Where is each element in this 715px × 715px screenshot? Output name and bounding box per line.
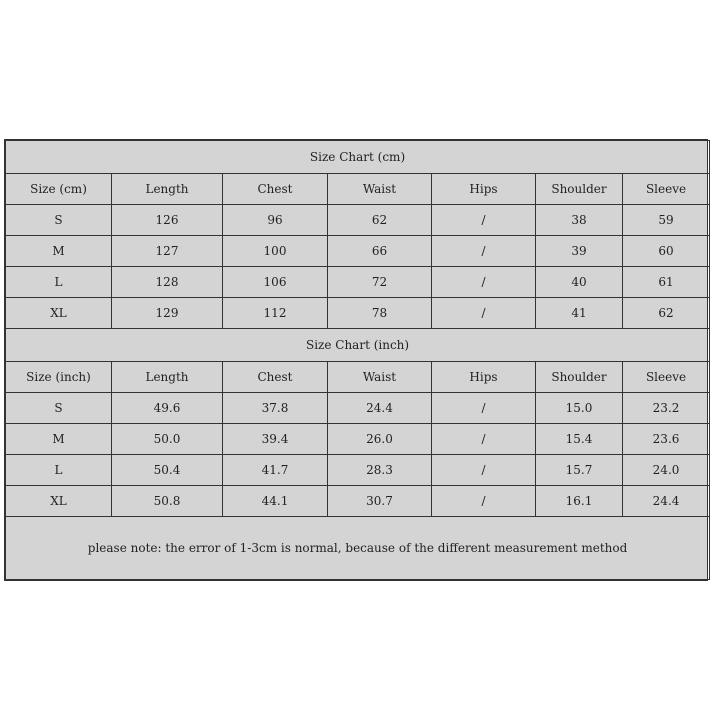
- column-header: Waist: [328, 174, 432, 205]
- cm-chart-title: Size Chart (cm): [6, 141, 710, 174]
- table-row: [6, 455, 710, 486]
- table-row: [6, 298, 710, 329]
- table-cell: 40: [536, 267, 623, 298]
- column-header: Hips: [432, 174, 536, 205]
- column-header: Hips: [432, 362, 536, 393]
- table-cell: S: [6, 393, 112, 424]
- table-cell: 41.7: [223, 455, 328, 486]
- table-cell: 39: [536, 236, 623, 267]
- table-cell: 23.2: [623, 393, 710, 424]
- table-cell: M: [6, 236, 112, 267]
- table-cell: 66: [328, 236, 432, 267]
- table-cell: 15.0: [536, 393, 623, 424]
- column-header: Shoulder: [536, 362, 623, 393]
- table-cell: /: [432, 236, 536, 267]
- inch-header-row: [6, 362, 710, 393]
- table-cell: 26.0: [328, 424, 432, 455]
- table-cell: 129: [112, 298, 223, 329]
- table-cell: 44.1: [223, 486, 328, 517]
- table-cell: 60: [623, 236, 710, 267]
- inch-chart-title: Size Chart (inch): [6, 329, 710, 362]
- table-row: [6, 236, 710, 267]
- measurement-note: please note: the error of 1-3cm is normal, because of the different measurement method: [6, 517, 710, 580]
- table-cell: 96: [223, 205, 328, 236]
- table-cell: 50.8: [112, 486, 223, 517]
- table-cell: /: [432, 267, 536, 298]
- table-cell: XL: [6, 298, 112, 329]
- table-cell: 127: [112, 236, 223, 267]
- table-cell: 39.4: [223, 424, 328, 455]
- table-cell: /: [432, 298, 536, 329]
- table-cell: 24.4: [623, 486, 710, 517]
- table-cell: 30.7: [328, 486, 432, 517]
- column-header: Sleeve: [623, 362, 710, 393]
- table-cell: 28.3: [328, 455, 432, 486]
- table-row: [6, 486, 710, 517]
- column-header: Chest: [223, 362, 328, 393]
- table-cell: M: [6, 424, 112, 455]
- column-header: Waist: [328, 362, 432, 393]
- table-cell: 37.8: [223, 393, 328, 424]
- table-cell: 106: [223, 267, 328, 298]
- table-cell: /: [432, 455, 536, 486]
- size-chart-table: [5, 140, 710, 580]
- table-cell: 50.4: [112, 455, 223, 486]
- table-cell: 38: [536, 205, 623, 236]
- table-cell: 72: [328, 267, 432, 298]
- table-cell: 59: [623, 205, 710, 236]
- table-row: [6, 205, 710, 236]
- note-row: [6, 517, 710, 580]
- column-header: Sleeve: [623, 174, 710, 205]
- table-cell: 78: [328, 298, 432, 329]
- table-cell: 100: [223, 236, 328, 267]
- table-cell: 49.6: [112, 393, 223, 424]
- table-row: [6, 393, 710, 424]
- table-cell: /: [432, 424, 536, 455]
- table-cell: 62: [623, 298, 710, 329]
- table-cell: /: [432, 486, 536, 517]
- column-header: Size (cm): [6, 174, 112, 205]
- column-header: Length: [112, 362, 223, 393]
- size-chart-panel: [4, 139, 708, 581]
- table-cell: 24.4: [328, 393, 432, 424]
- table-cell: 24.0: [623, 455, 710, 486]
- table-cell: 128: [112, 267, 223, 298]
- table-cell: 112: [223, 298, 328, 329]
- table-cell: /: [432, 205, 536, 236]
- table-cell: 50.0: [112, 424, 223, 455]
- table-cell: 62: [328, 205, 432, 236]
- inch-title-row: [6, 329, 710, 362]
- table-cell: 16.1: [536, 486, 623, 517]
- table-cell: L: [6, 455, 112, 486]
- table-row: [6, 424, 710, 455]
- column-header: Length: [112, 174, 223, 205]
- table-cell: 61: [623, 267, 710, 298]
- table-cell: S: [6, 205, 112, 236]
- cm-header-row: [6, 174, 710, 205]
- column-header: Chest: [223, 174, 328, 205]
- cm-title-row: [6, 141, 710, 174]
- table-cell: 15.4: [536, 424, 623, 455]
- table-cell: 41: [536, 298, 623, 329]
- column-header: Shoulder: [536, 174, 623, 205]
- column-header: Size (inch): [6, 362, 112, 393]
- table-cell: 15.7: [536, 455, 623, 486]
- table-cell: XL: [6, 486, 112, 517]
- table-row: [6, 267, 710, 298]
- table-cell: /: [432, 393, 536, 424]
- table-cell: 126: [112, 205, 223, 236]
- table-cell: 23.6: [623, 424, 710, 455]
- table-cell: L: [6, 267, 112, 298]
